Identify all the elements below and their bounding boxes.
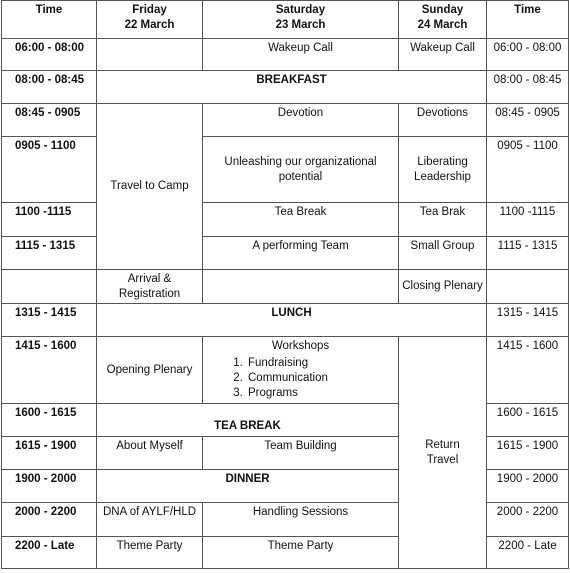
row-1415 <box>2 337 569 404</box>
workshops-cell <box>203 337 399 404</box>
time-cell-right: 1315 - 1415 <box>487 304 569 337</box>
opening-plenary-cell: Opening Plenary <box>97 337 203 404</box>
time-cell: 2200 - Late <box>2 537 97 569</box>
row-1315 <box>2 304 569 337</box>
saturday-cell: A performing Team <box>203 237 399 270</box>
saturday-cell-empty <box>203 270 399 304</box>
saturday-cell: Tea Break <box>203 203 399 237</box>
saturday-cell: Theme Party <box>203 537 399 569</box>
friday-cell: Theme Party <box>97 537 203 569</box>
time-cell-right: 08:45 - 0905 <box>487 104 569 137</box>
sunday-cell: Tea Brak <box>399 203 487 237</box>
workshop-item: 3. Programs <box>246 386 395 401</box>
time-cell: 08:00 - 08:45 <box>2 71 97 104</box>
row-0905 <box>2 137 569 203</box>
time-cell: 06:00 - 08:00 <box>2 39 97 71</box>
row-0845 <box>2 104 569 137</box>
header-row <box>2 1 569 39</box>
saturday-cell: Devotion <box>203 104 399 137</box>
lunch-span-cell: LUNCH <box>97 304 487 337</box>
time-cell-right: 1900 - 2000 <box>487 470 569 503</box>
time-cell-right: 2200 - Late <box>487 537 569 569</box>
row-0600 <box>2 39 569 71</box>
time-cell-right-empty <box>487 270 569 304</box>
time-cell: 1900 - 2000 <box>2 470 97 503</box>
time-cell-right: 1115 - 1315 <box>487 237 569 270</box>
saturday-cell: Team Building <box>203 437 399 470</box>
time-cell: 2000 - 2200 <box>2 503 97 537</box>
time-cell: 1600 - 1615 <box>2 404 97 437</box>
saturday-header: Saturday 23 March <box>203 1 399 39</box>
time-cell-right: 2000 - 2200 <box>487 503 569 537</box>
time-cell-right: 1600 - 1615 <box>487 404 569 437</box>
sunday-cell: Devotions <box>399 104 487 137</box>
time-cell-right: 1100 -1115 <box>487 203 569 237</box>
time-header-right: Time <box>487 1 569 39</box>
dinner-span-cell: DINNER <box>97 470 399 503</box>
time-cell: 08:45 - 0905 <box>2 104 97 137</box>
schedule-table <box>1 0 569 569</box>
friday-cell-empty <box>97 39 203 71</box>
workshop-item: 1. Fundraising <box>246 356 395 371</box>
friday-cell: DNA of AYLF/HLD <box>97 503 203 537</box>
time-cell-right: 0905 - 1100 <box>487 137 569 203</box>
closing-plenary-cell: Closing Plenary <box>399 270 487 304</box>
time-cell-right: 06:00 - 08:00 <box>487 39 569 71</box>
workshops-list <box>206 356 395 401</box>
workshops-title: Workshops <box>271 340 330 352</box>
time-cell: 1100 -1115 <box>2 203 97 237</box>
tea-break-span-cell: TEA BREAK <box>97 404 399 437</box>
time-cell: 1115 - 1315 <box>2 237 97 270</box>
time-cell: 1415 - 1600 <box>2 337 97 404</box>
time-cell-empty <box>2 270 97 304</box>
sunday-cell: Small Group <box>399 237 487 270</box>
time-header-left: Time <box>2 1 97 39</box>
friday-cell: About Myself <box>97 437 203 470</box>
friday-header: Friday 22 March <box>97 1 203 39</box>
time-cell: 0905 - 1100 <box>2 137 97 203</box>
workshop-item: 2. Communication <box>246 371 395 386</box>
sunday-cell: Wakeup Call <box>399 39 487 71</box>
sunday-cell: Liberating Leadership <box>399 137 487 203</box>
saturday-cell: Unleashing our organizational potential <box>203 137 399 203</box>
row-1115 <box>2 237 569 270</box>
time-cell: 1615 - 1900 <box>2 437 97 470</box>
time-cell-right: 1415 - 1600 <box>487 337 569 404</box>
travel-to-camp-cell: Travel to Camp <box>97 104 203 270</box>
row-0800 <box>2 71 569 104</box>
row-1100 <box>2 203 569 237</box>
time-cell-right: 08:00 - 08:45 <box>487 71 569 104</box>
sunday-header: Sunday 24 March <box>399 1 487 39</box>
return-travel-cell: Return Travel <box>399 337 487 569</box>
time-cell-right: 1615 - 1900 <box>487 437 569 470</box>
time-cell: 1315 - 1415 <box>2 304 97 337</box>
breakfast-span-cell: BREAKFAST <box>97 71 487 104</box>
saturday-cell: Handling Sessions <box>203 503 399 537</box>
arrival-registration-cell: Arrival & Registration <box>97 270 203 304</box>
row-arrival <box>2 270 569 304</box>
saturday-cell: Wakeup Call <box>203 39 399 71</box>
